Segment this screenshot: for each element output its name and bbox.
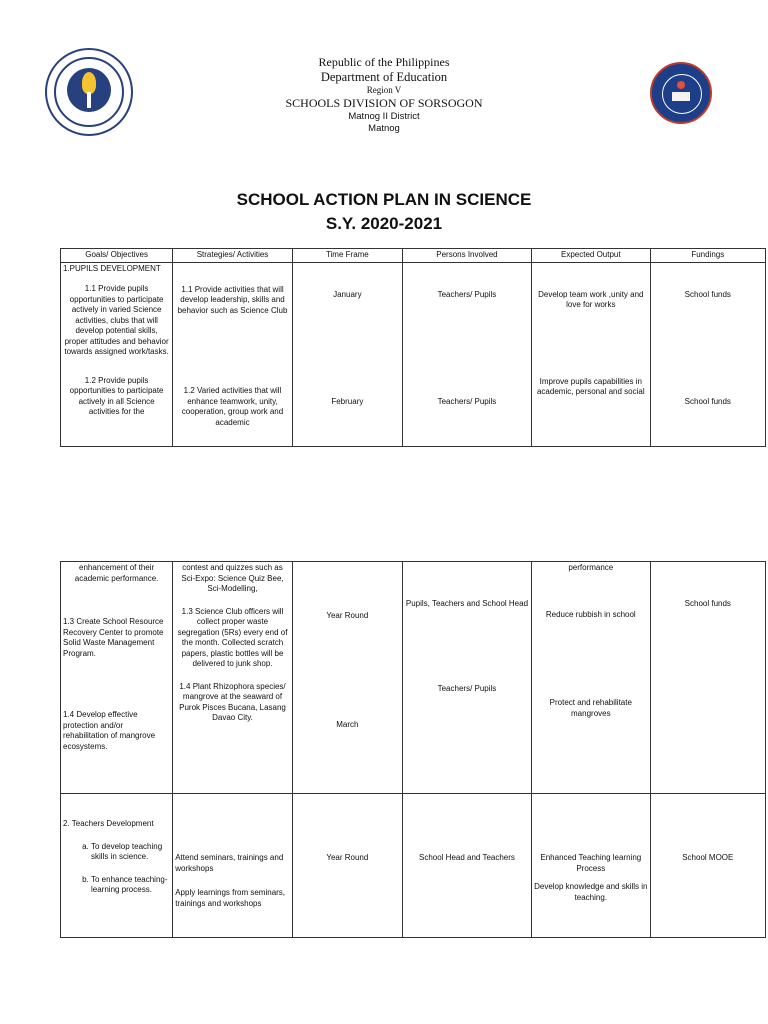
time-frame-text: Year Round bbox=[326, 853, 369, 862]
persons-text: Teachers/ Pupils bbox=[437, 397, 497, 406]
table-row bbox=[61, 794, 766, 938]
goal-text: 1.2 Provide pupils opportunities to participate actively in all Science activities for the bbox=[69, 375, 164, 416]
expected-output-text: Enhanced Teaching learning Process bbox=[540, 853, 642, 873]
strategy-text: 1.4 Plant Rhizophora species/ mangrove at the seaward of Purok Pisces Bucana, Lasang Davao City. bbox=[179, 681, 286, 722]
header-republic: Republic of the Philippines bbox=[318, 55, 450, 69]
table-header-row bbox=[61, 249, 766, 263]
col-strategies: Strategies/ Activities bbox=[173, 249, 293, 263]
table-row bbox=[61, 562, 766, 794]
persons-text: School Head and Teachers bbox=[419, 853, 515, 862]
strategy-text: 1.3 Science Club officers will collect proper waste segregation (5Rs) every end of the month. Collected scratch papers, plastic bottles will be delivered to junk shop. bbox=[177, 606, 288, 668]
strategy-text: 1.1 Provide activities that will develop leadership, skills and behavior such as Science Club bbox=[177, 284, 288, 315]
document-title: SCHOOL ACTION PLAN IN SCIENCE bbox=[236, 190, 532, 209]
time-frame-text: March bbox=[336, 719, 359, 729]
header-municipality: Matnog bbox=[368, 123, 400, 134]
strategy-text: Apply learnings from seminars, trainings and workshops bbox=[175, 888, 286, 908]
table-row bbox=[61, 262, 766, 446]
persons-text: Teachers/ Pupils bbox=[437, 289, 497, 299]
section-heading: 1.PUPILS DEVELOPMENT bbox=[63, 263, 161, 273]
persons-text: Pupils, Teachers and School Head bbox=[405, 599, 529, 608]
action-plan-table-page2 bbox=[60, 561, 766, 938]
funding-text: School funds bbox=[684, 599, 731, 608]
strategy-text: 1.2 Varied activities that will enhance teamwork, unity, cooperation, group work and academic bbox=[181, 386, 284, 427]
goal-text: 1.1 Provide pupils opportunities to participate actively in varied Science activities, clubs that will develop potential skills, proper attitudes and behavior towards assigned work/tasks. bbox=[64, 284, 169, 356]
header-department: Department of Education bbox=[320, 70, 448, 84]
action-plan-table-page1 bbox=[60, 248, 766, 447]
header-division: SCHOOLS DIVISION OF SORSOGON bbox=[285, 96, 483, 110]
goal-text: enhancement of their academic performance. bbox=[74, 563, 159, 583]
strategy-text: contest and quizzes such as Sci-Expo: Science Quiz Bee, Sci-Modelling, bbox=[181, 563, 284, 593]
list-item: a. To develop teaching skills in science. bbox=[91, 842, 170, 863]
header-region: Region V bbox=[366, 85, 402, 95]
goal-text: 1.4 Develop effective protection and/or rehabilitation of mangrove ecosystems. bbox=[63, 710, 156, 751]
col-fundings: Fundings bbox=[650, 249, 765, 263]
expected-output-text: performance bbox=[568, 563, 614, 572]
col-goals: Goals/ Objectives bbox=[61, 249, 173, 263]
funding-text: School funds bbox=[684, 289, 731, 299]
time-frame-text: Year Round bbox=[326, 611, 369, 620]
time-frame-text: January bbox=[333, 289, 362, 299]
expected-output-text: Reduce rubbish in school bbox=[545, 609, 636, 619]
expected-output-text: Protect and rehabilitate mangroves bbox=[549, 698, 632, 718]
expected-output-text: Improve pupils capabilities in academic, personal and social bbox=[536, 376, 645, 396]
persons-text: Teachers/ Pupils bbox=[437, 683, 497, 693]
expected-output-text: Develop team work ,unity and love for works bbox=[538, 289, 644, 309]
time-frame-text: February bbox=[331, 397, 364, 406]
school-year: S.Y. 2020-2021 bbox=[325, 214, 443, 233]
letterhead bbox=[0, 55, 768, 135]
goal-text: 1.3 Create School Resource Recovery Center to promote Solid Waste Management Program. bbox=[63, 617, 164, 658]
funding-text: School MOOE bbox=[682, 853, 734, 862]
header-district: Matnog II District bbox=[348, 111, 420, 122]
col-persons: Persons Involved bbox=[402, 249, 531, 263]
funding-text: School funds bbox=[684, 397, 731, 406]
col-output: Expected Output bbox=[532, 249, 651, 263]
list-item: b. To enhance teaching-learning process. bbox=[91, 875, 170, 896]
teacher-goals-list bbox=[63, 842, 170, 896]
expected-output-text: Develop knowledge and skills in teaching. bbox=[534, 882, 648, 902]
strategy-text: Attend seminars, trainings and workshops bbox=[175, 853, 284, 873]
col-time-frame: Time Frame bbox=[292, 249, 402, 263]
section-heading: 2. Teachers Development bbox=[63, 819, 154, 828]
